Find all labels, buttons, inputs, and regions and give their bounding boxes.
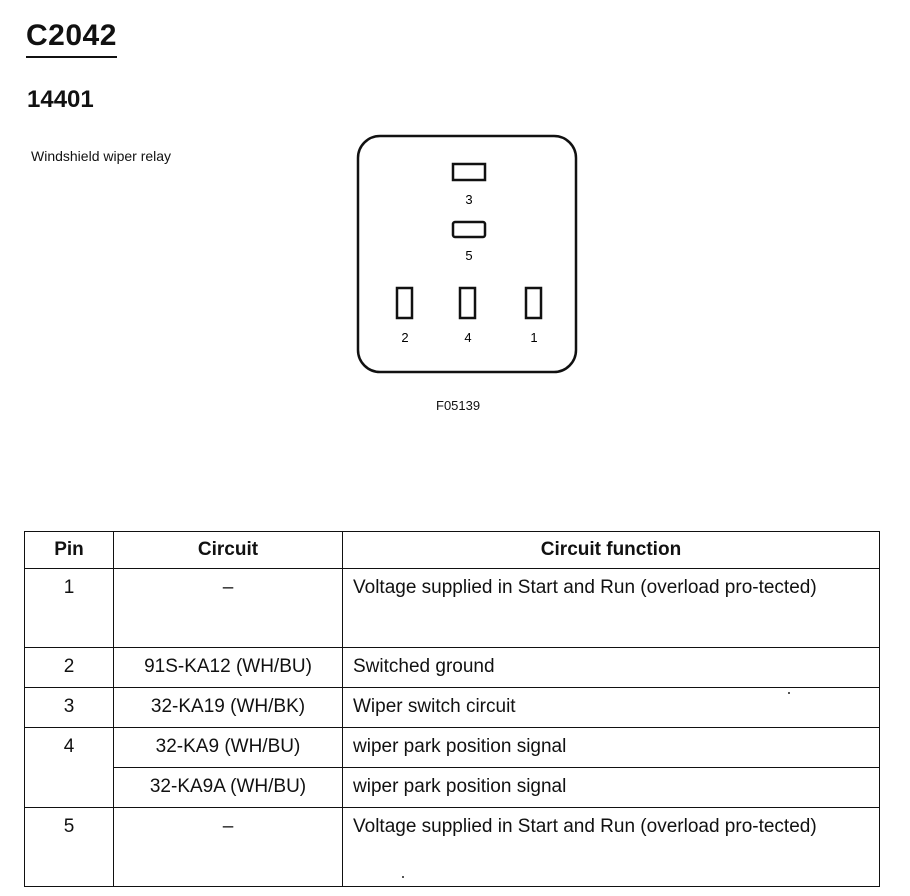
function-cell: Voltage supplied in Start and Run (overload pro-tected)	[343, 808, 880, 887]
circuit-cell: 91S-KA12 (WH/BU)	[114, 648, 343, 688]
table-row	[25, 808, 880, 887]
table-row	[25, 569, 880, 648]
table-row	[25, 648, 880, 688]
scan-speck	[402, 876, 404, 878]
terminal-2	[397, 288, 412, 318]
function-cell: wiper park position signal	[343, 768, 880, 808]
circuit-cell: –	[114, 808, 343, 887]
circuit-cell: 32-KA9A (WH/BU)	[114, 768, 343, 808]
connector-description: Windshield wiper relay	[31, 148, 172, 164]
header-circuit: Circuit	[114, 532, 343, 569]
pin-cell: 1	[25, 569, 114, 648]
terminal-4	[460, 288, 475, 318]
connector-id: C2042	[26, 18, 117, 58]
pinout-table	[24, 531, 880, 887]
pin-label-4: 4	[464, 330, 472, 345]
table-row	[25, 688, 880, 728]
table-row	[25, 728, 880, 768]
function-cell: Voltage supplied in Start and Run (overload pro-tected)	[343, 569, 880, 648]
header-circuit-function: Circuit function	[343, 532, 880, 569]
pin-cell: 3	[25, 688, 114, 728]
part-number: 14401	[27, 86, 94, 113]
circuit-cell: 32-KA9 (WH/BU)	[114, 728, 343, 768]
function-cell: wiper park position signal	[343, 728, 880, 768]
function-cell: Switched ground	[343, 648, 880, 688]
circuit-cell: –	[114, 569, 343, 648]
terminal-5	[453, 222, 485, 237]
header-pin: Pin	[25, 532, 114, 569]
pin-cell: 2	[25, 648, 114, 688]
function-cell: Wiper switch circuit	[343, 688, 880, 728]
connector-face-diagram	[350, 130, 590, 380]
terminal-3	[453, 164, 485, 180]
terminal-1	[526, 288, 541, 318]
circuit-cell: 32-KA19 (WH/BK)	[114, 688, 343, 728]
pin-cell	[25, 768, 114, 808]
table-header-row	[25, 532, 880, 569]
pin-label-2: 2	[401, 330, 409, 345]
scan-speck	[788, 692, 790, 694]
pin-label-5: 5	[465, 248, 473, 263]
pin-cell: 4	[25, 728, 114, 768]
pin-label-1: 1	[530, 330, 538, 345]
pin-cell: 5	[25, 808, 114, 887]
figure-reference: F05139	[436, 398, 481, 413]
pin-label-3: 3	[465, 192, 473, 207]
table-row	[25, 768, 880, 808]
